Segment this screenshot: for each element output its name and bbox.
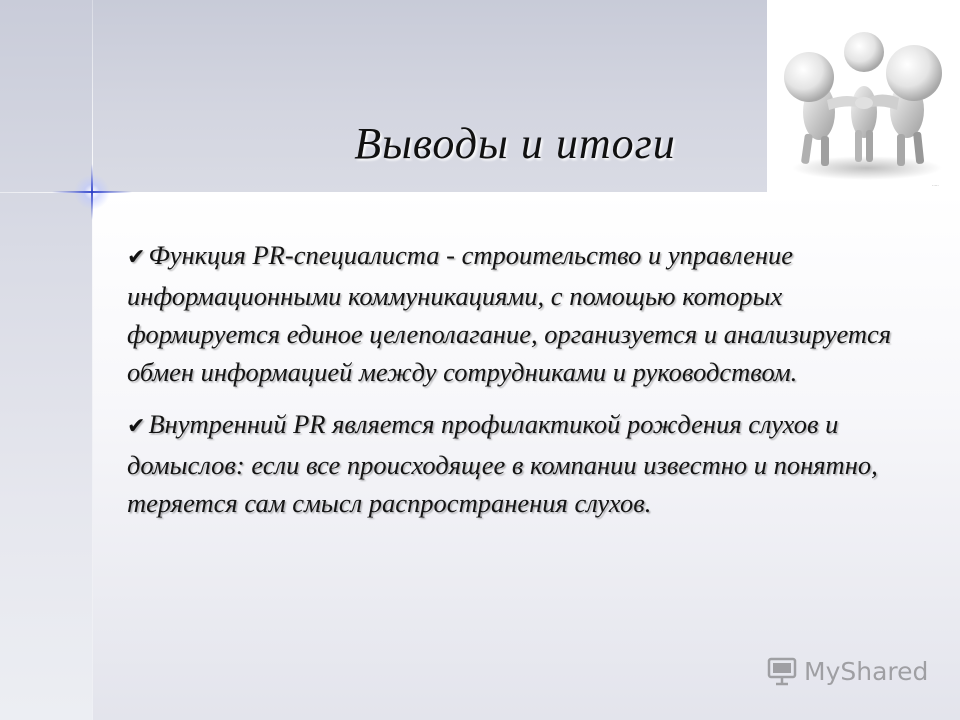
teamwork-figures-illustration (767, 0, 960, 193)
bullet-item (127, 236, 897, 391)
image-credit: ····· (932, 183, 939, 188)
checkmark-icon: ✔ (127, 414, 146, 439)
watermark-text: MyShared (804, 656, 929, 686)
bullet-item (127, 405, 897, 522)
checkmark-icon: ✔ (127, 245, 146, 270)
bullet-text: Внутренний PR является профилактикой рождения слухов и домыслов: если все происходящее в компании известно и понятно, теряется сам смысл распространения слухов. (127, 409, 878, 518)
presentation-board-icon (766, 655, 798, 687)
bullet-text: Функция PR-специалиста - строительство и управление информационными коммуникациями, с помощью которых формируется единое целеполагание, организуется и анализируется обмен информацией между сотрудниками и руководством. (127, 240, 892, 387)
slide-title: Выводы и итоги (354, 119, 676, 168)
vertical-divider-line (92, 0, 93, 720)
left-strip (0, 0, 93, 720)
myshared-watermark (766, 655, 928, 687)
bullet-list (127, 236, 897, 536)
